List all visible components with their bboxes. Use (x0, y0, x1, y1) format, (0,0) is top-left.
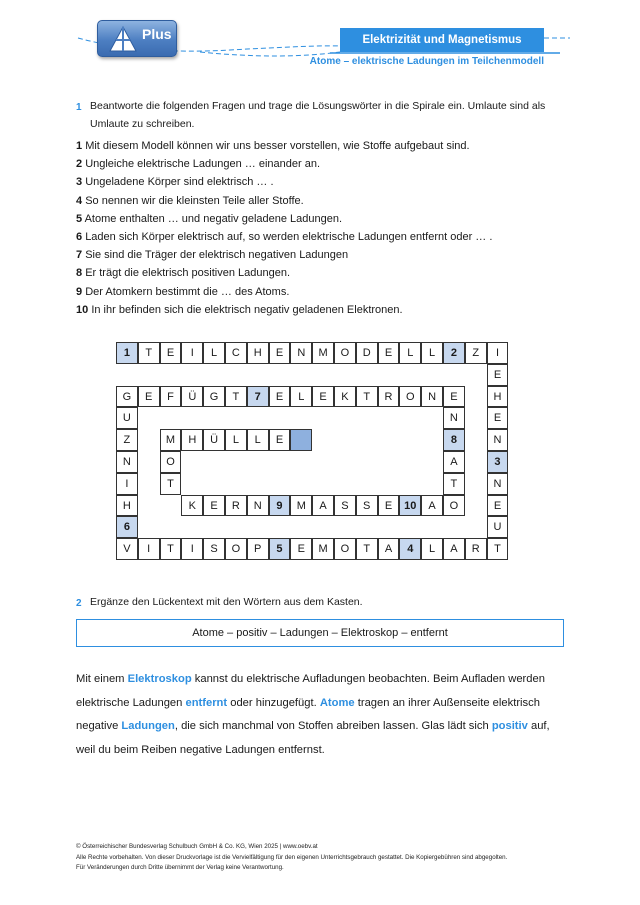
publisher-logo (97, 20, 177, 57)
spiral-cell: O (443, 495, 465, 517)
question-item: 3 Ungeladene Körper sind elektrisch … . (76, 176, 274, 189)
spiral-cell: O (334, 538, 356, 560)
spiral-cell: K (181, 495, 203, 517)
spiral-cell: F (160, 386, 182, 408)
spiral-cell: O (225, 538, 247, 560)
answer-word: Elektroskop (127, 673, 192, 685)
spiral-cell: N (116, 451, 138, 473)
task-2-number: 2 (76, 598, 82, 609)
spiral-cell: G (116, 386, 138, 408)
spiral-cell: 3 (487, 451, 509, 473)
answer-word: positiv (491, 720, 528, 732)
spiral-cell: T (138, 342, 160, 364)
spiral-cell: M (312, 538, 334, 560)
spiral-cell: T (356, 538, 378, 560)
word-box: Atome – positiv – Ladungen – Elektroskop – entfernt (76, 619, 564, 647)
spiral-cell: E (160, 342, 182, 364)
spiral-cell: L (421, 538, 443, 560)
question-item: 7 Sie sind die Träger der elektrisch negativen Ladungen (76, 249, 349, 262)
spiral-cell: 10 (399, 495, 421, 517)
spiral-cell: I (181, 538, 203, 560)
spiral-cell: A (443, 451, 465, 473)
spiral-cell: Ü (181, 386, 203, 408)
spiral-cell: N (443, 407, 465, 429)
spiral-cell: E (487, 495, 509, 517)
triangle-logo-icon (108, 25, 138, 53)
spiral-cell: E (487, 364, 509, 386)
spiral-cell: R (465, 538, 487, 560)
spiral-cell: R (225, 495, 247, 517)
page-subtitle: Atome – elektrische Ladungen im Teilchenmodell (309, 56, 544, 67)
question-item: 6 Laden sich Körper elektrisch auf, so werden elektrische Ladungen entfernt oder … . (76, 230, 493, 243)
spiral-cell: H (116, 495, 138, 517)
spiral-cell: E (378, 495, 400, 517)
spiral-cell: L (290, 386, 312, 408)
spiral-cell: Z (116, 429, 138, 451)
spiral-cell: H (247, 342, 269, 364)
spiral-cell: E (269, 342, 291, 364)
task-2-instruction: Ergänze den Lückentext mit den Wörtern aus dem Kasten. (90, 596, 363, 608)
question-item: 10 In ihr befinden sich die elektrisch negativ geladenen Elektronen. (76, 303, 403, 316)
spiral-cell: A (312, 495, 334, 517)
spiral-cell: K (334, 386, 356, 408)
spiral-cell: E (269, 429, 291, 451)
spiral-cell: A (421, 495, 443, 517)
spiral-cell: L (421, 342, 443, 364)
spiral-cell: S (203, 538, 225, 560)
spiral-cell: 2 (443, 342, 465, 364)
spiral-cell: T (487, 538, 509, 560)
spiral-cell: G (203, 386, 225, 408)
spiral-cell: T (160, 538, 182, 560)
spiral-cell: E (138, 386, 160, 408)
spiral-cell: D (356, 342, 378, 364)
spiral-cell: N (487, 473, 509, 495)
answer-word: Atome (319, 696, 355, 709)
spiral-cell: I (138, 538, 160, 560)
spiral-cell: I (116, 473, 138, 495)
spiral-cell: T (443, 473, 465, 495)
spiral-cell (290, 429, 312, 451)
spiral-cell: E (312, 386, 334, 408)
spiral-cell: T (225, 386, 247, 408)
spiral-cell: E (443, 386, 465, 408)
spiral-cell: E (487, 407, 509, 429)
spiral-cell: 7 (247, 386, 269, 408)
spiral-cell: A (378, 538, 400, 560)
spiral-cell: N (421, 386, 443, 408)
spiral-cell: S (356, 495, 378, 517)
spiral-cell: M (160, 429, 182, 451)
spiral-cell: H (487, 386, 509, 408)
spiral-cell: L (399, 342, 421, 364)
question-item: 4 So nennen wir die kleinsten Teile aller Stoffe. (76, 194, 304, 207)
spiral-cell: N (487, 429, 509, 451)
spiral-cell: C (225, 342, 247, 364)
spiral-cell: U (116, 407, 138, 429)
spiral-cell: O (334, 342, 356, 364)
question-item: 9 Der Atomkern bestimmt die … des Atoms. (76, 285, 290, 298)
spiral-cell: Z (465, 342, 487, 364)
chapter-banner: Elektrizität und Magnetismus (340, 28, 544, 52)
spiral-cell: P (247, 538, 269, 560)
spiral-cell: T (160, 473, 182, 495)
spiral-cell: L (203, 342, 225, 364)
question-list (76, 137, 576, 319)
answer-word: entfernt (185, 696, 228, 709)
question-item: 2 Ungleiche elektrische Ladungen … einander an. (76, 158, 321, 171)
spiral-cell: R (378, 386, 400, 408)
spiral-cell: L (247, 429, 269, 451)
question-item: 1 Mit diesem Modell können wir uns besser vorstellen, wie Stoffe aufgebaut sind. (76, 140, 470, 152)
spiral-cell: E (378, 342, 400, 364)
spiral-cell: O (399, 386, 421, 408)
question-item: 8 Er trägt die elektrisch positiven Ladungen. (76, 267, 291, 280)
spiral-cell: A (443, 538, 465, 560)
task-1-instruction: Beantworte die folgenden Fragen und trage die Lösungswörter in die Spirale ein. Umlaute sind als Umlaute zu schreiben. (90, 100, 546, 130)
spiral-cell: H (181, 429, 203, 451)
spiral-cell: N (247, 495, 269, 517)
spiral-cell: T (356, 386, 378, 408)
footer: © Österreichischer Bundesverlag Schulbuch GmbH & Co. KG, Wien 2025 | www.oebv.at Alle Rechte vorbehalten. Von dieser Druckvorlage ist die Vervielfältigung für den eigenen Unterrichtsgebrauch gestattet. Die Kopiergebühren sind abgegolten. Für Veränderungen durch Dritte übernimmt der Verlag keine Verantwortung. (76, 843, 508, 871)
spiral-cell: M (312, 342, 334, 364)
spiral-cell: S (334, 495, 356, 517)
task-1-number: 1 (76, 102, 82, 113)
spiral-cell: E (269, 386, 291, 408)
spiral-cell: 8 (443, 429, 465, 451)
spiral-cell: 5 (269, 538, 291, 560)
spiral-cell: 6 (116, 516, 138, 538)
question-item: 5 Atome enthalten … und negativ geladene Ladungen. (76, 212, 343, 225)
logo-text: Plus (142, 26, 172, 42)
spiral-cell: V (116, 538, 138, 560)
cloze-text: Mit einem Elektroskop kannst du elektrische Aufladungen beobachten. Beim Aufladen werden elektrische Ladungen entfernt oder hinzugefügt. Atome tragen an ihrer Außenseite elektrisch negative Ladungen, die sich manchmal von Stoffen abreiben lassen. Glas lädt sich positiv auf, weil du beim Reiben negative Ladungen entfernst. (76, 673, 550, 756)
spiral-cell: M (290, 495, 312, 517)
spiral-cell: I (487, 342, 509, 364)
spiral-cell: 1 (116, 342, 138, 364)
answer-word: Ladungen (121, 720, 175, 732)
spiral-cell: E (203, 495, 225, 517)
spiral-cell: U (487, 516, 509, 538)
spiral-cell: 9 (269, 495, 291, 517)
spiral-cell: L (225, 429, 247, 451)
spiral-cell: I (181, 342, 203, 364)
spiral-cell: O (160, 451, 182, 473)
spiral-cell: Ü (203, 429, 225, 451)
spiral-cell: N (290, 342, 312, 364)
spiral-cell: 4 (399, 538, 421, 560)
spiral-cell: E (290, 538, 312, 560)
